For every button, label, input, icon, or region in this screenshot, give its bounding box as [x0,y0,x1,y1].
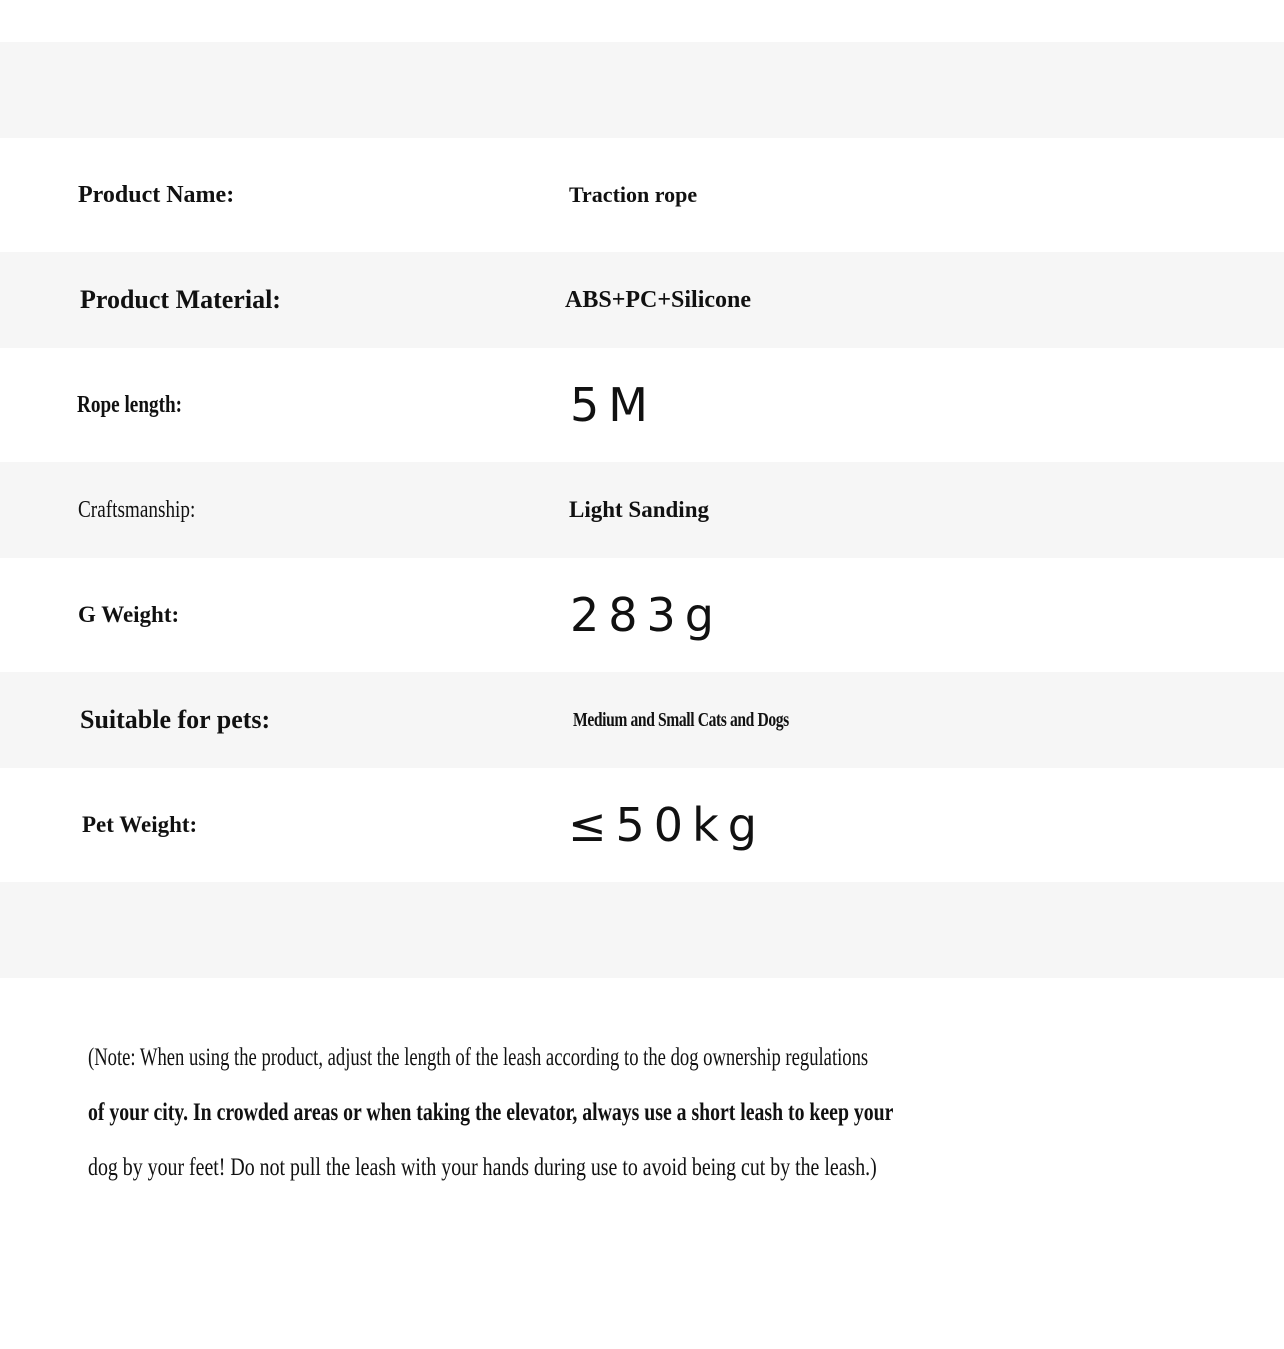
spec-value: ABS+PC+Silicone [565,286,752,313]
spec-row-product-material [0,252,1284,348]
spec-label: Suitable for pets: [80,705,271,734]
spec-row-g-weight [0,558,1284,672]
spec-label: Product Material: [80,285,281,314]
note-line: (Note: When using the product, adjust the length of the leash according to the dog ownership regulations [88,1044,869,1071]
spec-label: Rope length: [77,391,183,418]
spec-row-rope-length [0,348,1284,462]
spec-label: G Weight: [78,602,180,627]
usage-note [88,1030,1088,1195]
spec-label: Pet Weight: [82,812,198,837]
spec-value: 283g [570,588,723,642]
spec-row-suitable-for-pets [0,672,1284,768]
spec-value: Medium and Small Cats and Dogs [573,708,789,731]
spec-value: Light Sanding [569,497,709,522]
spec-value: 5M [570,378,657,432]
spec-row-product-name [0,138,1284,252]
top-band [0,42,1284,138]
bottom-band [0,882,1284,978]
spec-value: Traction rope [569,182,698,207]
spec-row-craftsmanship [0,462,1284,558]
note-line: dog by your feet! Do not pull the leash with your hands during use to avoid being cut by the leash.) [88,1154,877,1181]
spec-value: ≤50kg [568,798,766,852]
note-line: of your city. In crowded areas or when taking the elevator, always use a short leash to keep your [88,1099,894,1126]
spec-label: Product Name: [78,181,235,208]
spec-row-pet-weight [0,768,1284,882]
spec-label: Craftsmanship: [78,496,196,523]
